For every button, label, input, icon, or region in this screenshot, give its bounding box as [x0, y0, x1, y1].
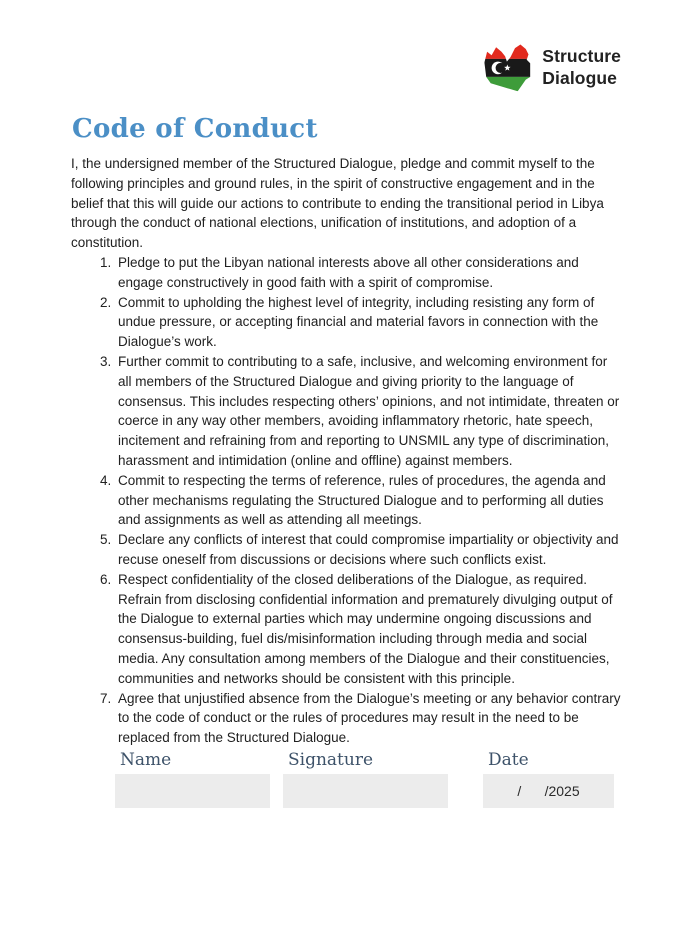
rule-item-4: 4. Commit to respecting the terms of reference, rules of procedures, the agenda and other mechanisms regulating the Structured Dialogue and to performing all duties and assignments as well as attending all meetings. [115, 471, 622, 530]
page-title: Code of Conduct [72, 114, 318, 144]
document-content [71, 0, 622, 822]
brand-line-1: Structure [542, 45, 621, 66]
rule-item-1: 1. Pledge to put the Libyan national interests above all other considerations and engage constructively in good faith with a spirit of compromise. [115, 253, 622, 293]
date-field [483, 750, 614, 808]
brand-line-2: Dialogue [542, 68, 617, 88]
rule-item-2: 2. Commit to upholding the highest level of integrity, including resisting any form of undue pressure, or accepting financial and material favors in connection with the Dialogue’s work. [115, 293, 622, 352]
rule-item-3: 3. Further commit to contributing to a safe, inclusive, and welcoming environment for all members of the Structured Dialogue and giving priority to the language of consensus. This includes respecting others’ opinions, and not intimidate, threaten or coerce in any way other members, avoiding inflammatory rhetoric, hate speech, incitement and refraining from and reporting to UNSMIL any type of discrimination, harassment and intimidation (online and offline) against members. [115, 352, 622, 471]
signature-input[interactable] [283, 774, 448, 808]
signature-field [283, 750, 448, 808]
name-label: Name [120, 749, 172, 770]
date-value: / /2025 [517, 782, 580, 799]
rule-item-7: 7. Agree that unjustified absence from the Dialogue’s meeting or any behavior contrary to the code of conduct or the rules of procedures may result in the need to be replaced from the Structured Dialogue. [115, 689, 622, 748]
signature-label: Signature [288, 749, 374, 770]
name-input[interactable] [115, 774, 270, 808]
signature-form [71, 750, 622, 822]
rules-list [71, 253, 622, 748]
rule-item-5: 5. Declare any conflicts of interest that could compromise impartiality or objectivity and recuse oneself from discussions or decisions where such conflicts exist. [115, 530, 622, 570]
name-field [115, 750, 270, 808]
date-label: Date [488, 749, 529, 770]
intro-paragraph: I, the undersigned member of the Structured Dialogue, pledge and commit myself to the following principles and ground rules, in the spirit of constructive engagement and in the belief that this will guide our actions to contribute to ending the transitional period in Libya through the conduct of national elections, unification of institutions, and adoption of a constitution. [71, 156, 604, 251]
rule-item-6: 6. Respect confidentiality of the closed deliberations of the Dialogue, as required. Refrain from disclosing confidential information and prematurely divulging output of the Dialogue to external parties which may undermine ongoing discussions and consensus-building, fuel dis/misinformation including through media and social media. Any consultation among members of the Dialogue and their constituencies, communities and networks should be consistent with this principle. [115, 570, 622, 689]
date-input[interactable] [483, 774, 614, 808]
